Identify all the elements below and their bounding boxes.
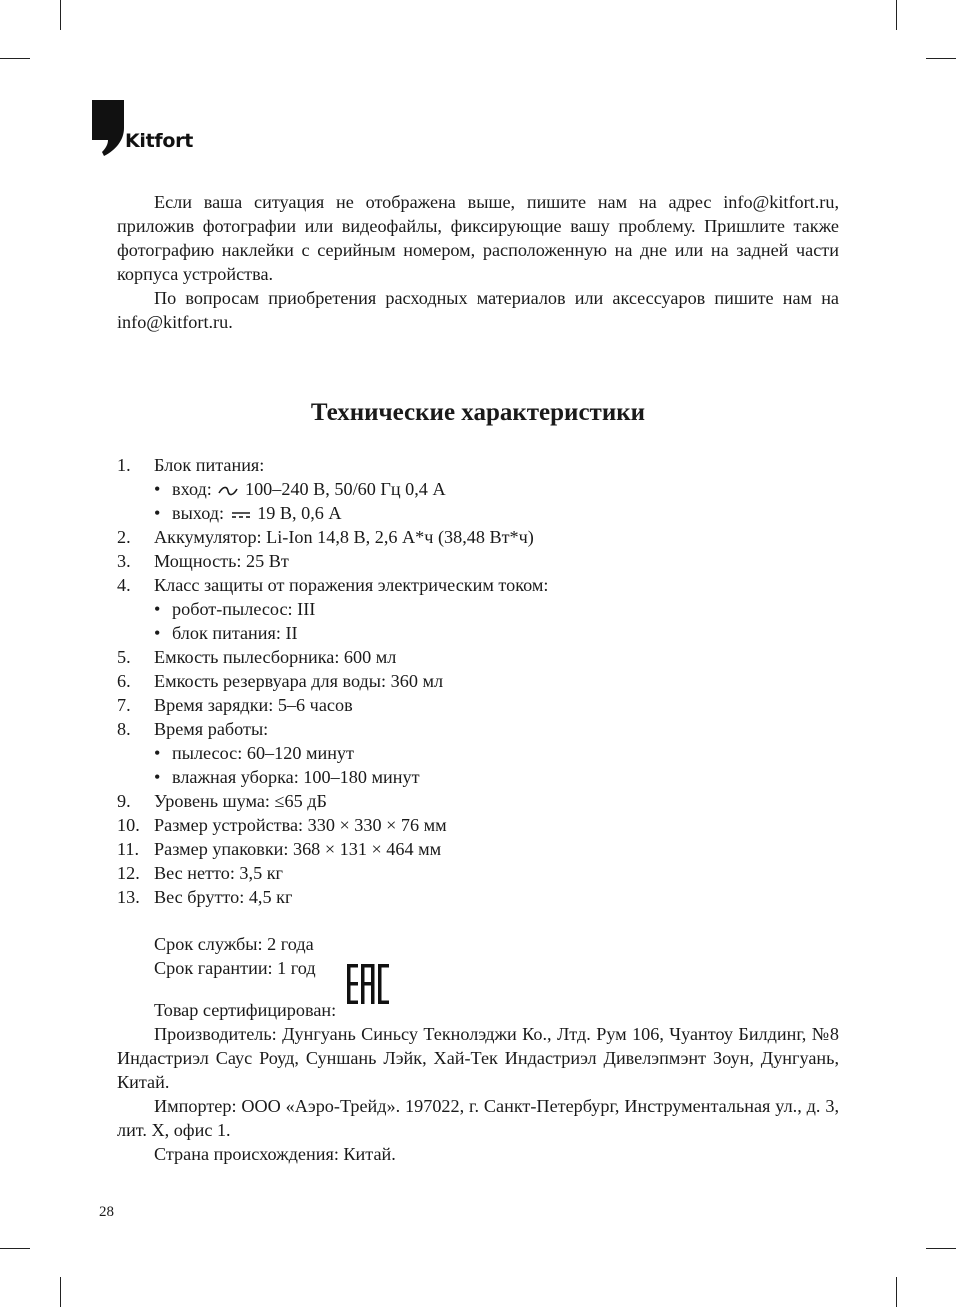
spec-item: 3. Мощность: 25 Вт [117,551,289,571]
crop-mark [926,1248,956,1249]
manufacturer: Производитель: Дунгуань Синьсу Текнолэджи Ко., Лтд. Рум 106, Чуантоу Билдинг, №8 Индастриэл Саус Роуд, Суншань Лэйк, Хай-Тек Индастриэл Дивелэпмэнт Зоун, Дунгуань, Китай. [117,1024,839,1092]
intro-paragraph-accessories: По вопросам приобретения расходных материалов или аксессуаров пишите нам на info@kitfort.ru. [117,288,839,332]
crop-mark [0,58,30,59]
spec-sublist [154,741,839,789]
product-info [117,932,839,1166]
spec-subitem: • выход: 19 В, 0,6 А [154,501,839,525]
intro-paragraph: Если ваша ситуация не отображена выше, пишите нам на адрес info@kitfort.ru, приложив фотографии или видеофайлы, фиксирующие вашу проблему. Пришлите также фотографию наклейки с серийным номером, расположенную на дне или на задней части корпуса устройства. [117,192,839,284]
crop-mark [60,0,61,30]
crop-mark [926,58,956,59]
spec-subitem: • робот-пылесос: III [154,597,839,621]
crop-mark [60,1277,61,1307]
spec-item: 8. Время работы: • пылесос: 60–120 минут • влажная уборка: 100–180 минут [117,717,839,789]
crop-mark [896,1277,897,1307]
spec-subitem: • блок питания: II [154,621,839,645]
crop-mark [0,1248,30,1249]
importer: Импортер: ООО «Аэро-Трейд». 197022, г. Санкт-Петербург, Инструментальная ул., д. 3, лит. Х, офис 1. [117,1096,839,1140]
spec-item: 12. Вес нетто: 3,5 кг [117,863,284,883]
spec-item: 13. Вес брутто: 4,5 кг [117,887,293,907]
spec-sublist [154,597,839,645]
spec-subitem: • влажная уборка: 100–180 минут [154,765,839,789]
spec-subitem: • вход: 100–240 В, 50/60 Гц 0,4 А [154,477,839,501]
country-of-origin: Страна происхождения: Китай. [154,1144,396,1164]
kitfort-logo-icon [92,100,124,156]
spec-item: 10. Размер устройства: 330 × 330 × 76 мм [117,815,447,835]
ac-symbol-icon [218,486,238,496]
certification: Товар сертифицирован: [117,980,839,1022]
spec-item: 11. Размер упаковки: 368 × 131 × 464 мм [117,839,442,859]
dc-symbol-icon [231,510,251,520]
brand-name: Kitfort [125,130,193,152]
spec-item: 9. Уровень шума: ≤65 дБ [117,791,327,811]
spec-item: 6. Емкость резервуара для воды: 360 мл [117,671,444,691]
section-heading: Технические характеристики [310,399,646,426]
specs-list [117,453,839,909]
eac-mark-icon [347,964,389,1004]
spec-item: 2. Аккумулятор: Li-Ion 14,8 В, 2,6 А*ч (38,48 Вт*ч) [117,527,534,547]
crop-mark [896,0,897,30]
spec-item: 4. Класс защиты от поражения электрическим током: • робот-пылесос: III • блок питания: II [117,573,839,645]
spec-item: 5. Емкость пылесборника: 600 мл [117,647,397,667]
spec-item: 1. Блок питания: • вход: 100–240 В, 50/60 Гц 0,4 А • выход: 19 В, 0,6 А [117,453,839,525]
spec-subitem: • пылесос: 60–120 минут [154,741,839,765]
spec-item: 7. Время зарядки: 5–6 часов [117,695,353,715]
warranty: Срок гарантии: 1 год [154,958,316,978]
kitfort-logo [92,100,212,156]
spec-sublist [154,477,839,525]
service-life: Срок службы: 2 года [154,934,314,954]
page-number: 28 [99,1204,114,1220]
